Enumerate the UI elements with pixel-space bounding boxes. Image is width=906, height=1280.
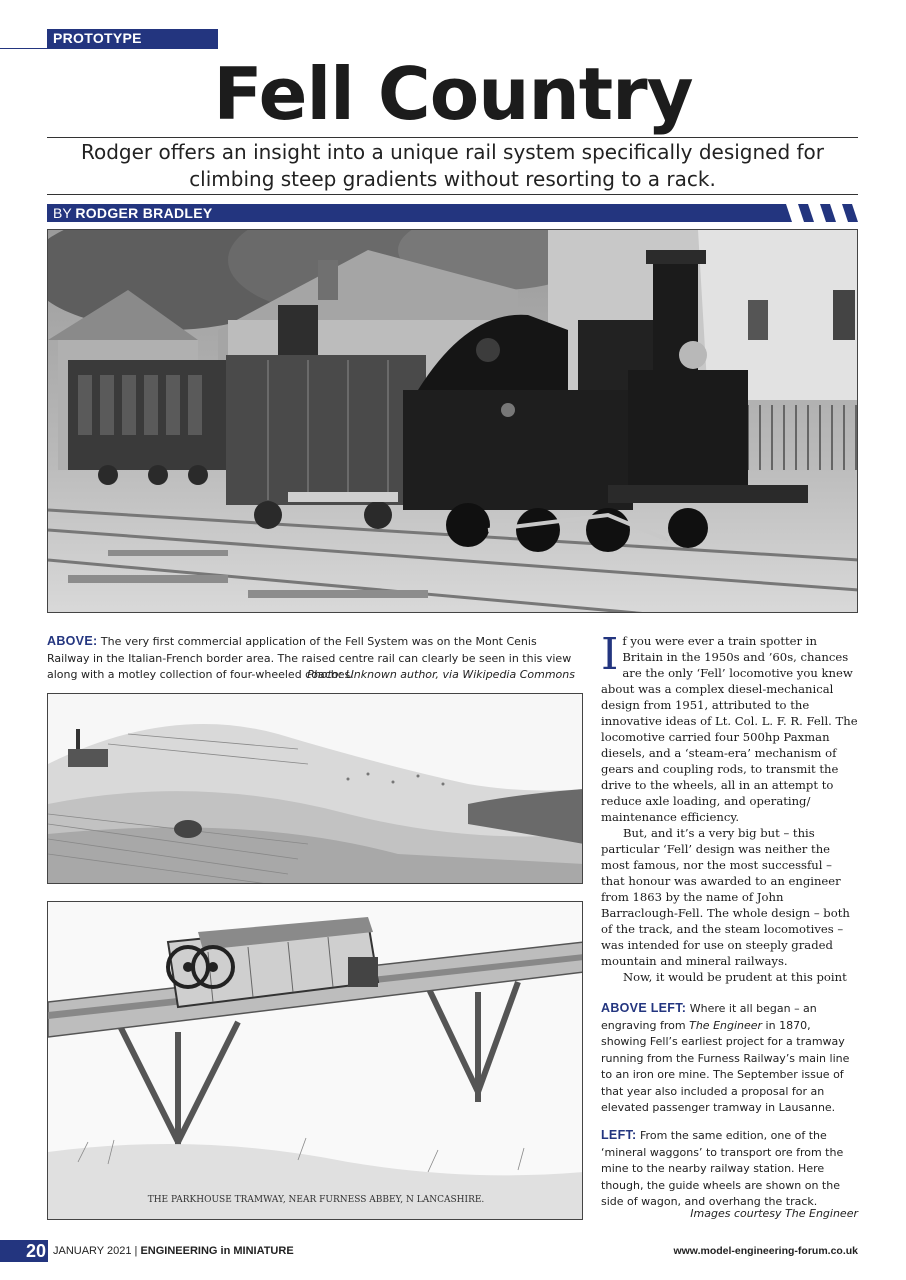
engraving-title: THE PARKHOUSE TRAMWAY, NEAR FURNESS ABBEY, N LANCASHIRE. (147, 1195, 485, 1205)
page-number: 20 (0, 1240, 48, 1262)
standfirst-line-2: climbing steep gradients without resorting to a rack. (189, 167, 716, 191)
slash-decoration-icon (778, 204, 858, 222)
caption-left (601, 1127, 859, 1211)
tramway-wagon-engraving-image (48, 902, 583, 1220)
landscape-engraving-image (48, 694, 583, 884)
standfirst (47, 139, 858, 193)
caption-main (47, 633, 575, 684)
footer-issue (53, 1245, 294, 1257)
engraving-tramway-wagon (47, 901, 583, 1220)
caption-above-left (601, 1000, 859, 1117)
footer-magazine-name: ENGINEERING in MINIATURE (140, 1245, 294, 1257)
byline-prefix: BY (53, 205, 76, 221)
caption-above-left-text-1: Where it all began – an engraving from (601, 1002, 817, 1032)
title-rule (47, 137, 858, 138)
article-paragraph-1 (601, 629, 859, 825)
caption-above-left-text-2: in 1870, showing Fell’s earliest project for a tramway running from the Furness Railway’s main line to an iron ore mine. The September issue of that year also included a proposal for an elevated passenger tramway in Lausanne. (601, 1018, 850, 1114)
standfirst-line-1: Rodger offers an insight into a unique rail system specifically designed for (80, 140, 825, 164)
caption-main-credit: Photo: Unknown author, via Wikipedia Commons (307, 668, 575, 681)
main-photo-locomotive (47, 229, 858, 613)
locomotive-photo-image (48, 230, 858, 613)
footer-separator: | (131, 1245, 141, 1257)
caption-left-label: LEFT: (601, 1128, 637, 1142)
article-paragraph-2: But, and it’s a very big but – this particular ‘Fell’ design was neither the most famous, nor the most successful – that honour was awarded to an engineer from 1863 by the name of John Barraclough-Fell. The whole design – both of the track, and the steam locomotives – was intended for use on steeply graded mountain and mineral railways. (601, 826, 850, 968)
caption-left-text: From the same edition, one of the ‘mineral waggons’ to transport ore from the mine to the nearby railway station. Here though, the guide wheels are shown on the side of wagon, and overhang the track. (601, 1129, 844, 1208)
article-p1-text: f you were ever a train spotter in Britain in the 1950s and ’60s, chances are the only ‘Fell’ locomotive you knew about was a complex diesel-mechanical design from 1951, attributed to the innovative ideas of Lt. Col. L. F. R. Fell. The locomotive carried four 500hp Paxman diesels, and a ‘steam-era’ mechanism of gears and coupling rods, to transmit the drive to the wheels, all in an attempt to reduce axle loading, and operating/ maintenance efficiency. (601, 634, 858, 824)
caption-above-left-label: ABOVE LEFT: (601, 1001, 687, 1015)
article-paragraph-3: Now, it would be prudent at this point (623, 970, 847, 984)
page-title: Fell Country (213, 52, 693, 136)
caption-above-left-publication: The Engineer (689, 1018, 763, 1032)
engraving-landscape (47, 693, 583, 884)
section-tag-rule (0, 48, 218, 49)
caption-main-text: The very first commercial application of the Fell System was on the Mont Cenis Railway in the Italian-French border area. The raised centre rail can clearly be seen in this view along with a motley collection of four-wheeled coaches. (47, 635, 572, 681)
byline (47, 204, 858, 222)
article-body (601, 629, 859, 985)
footer-issue-date: JANUARY 2021 (53, 1245, 132, 1257)
section-tag: PROTOTYPE (47, 29, 218, 48)
byline-author: RODGER BRADLEY (75, 205, 213, 221)
caption-main-label: ABOVE: (47, 634, 98, 648)
images-credit: Images courtesy The Engineer (690, 1207, 858, 1220)
footer-website-link[interactable]: www.model-engineering-forum.co.uk (673, 1245, 858, 1257)
dropcap: I (601, 629, 619, 680)
standfirst-rule (47, 194, 858, 195)
